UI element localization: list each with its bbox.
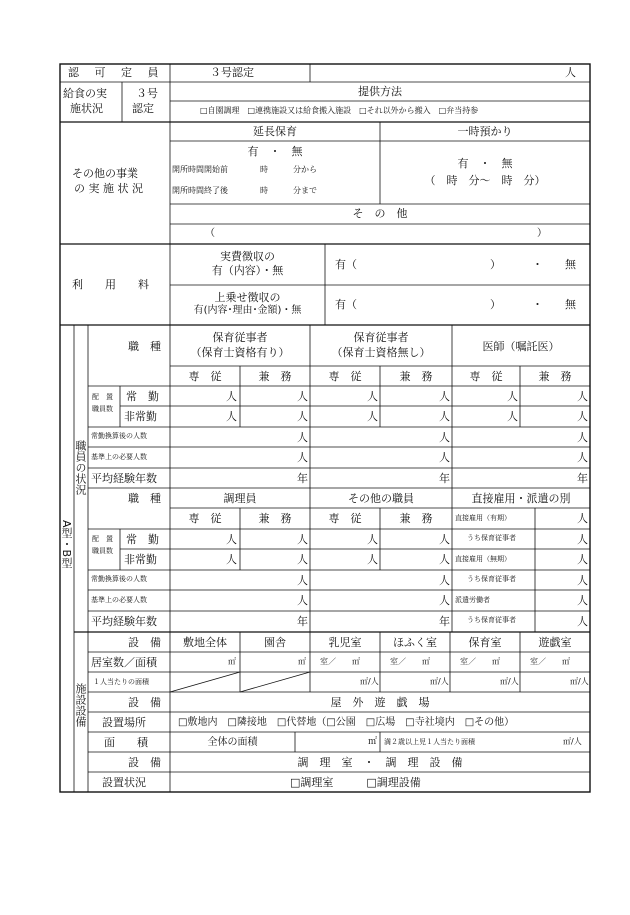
temp-care-header: 一時預かり [457, 125, 513, 138]
per-person-label: １人当たりの面積 [93, 678, 149, 686]
equip-label-3: 設 備 [128, 756, 161, 769]
meals-cert-2: 認定 [132, 102, 154, 115]
facility-group-label: 施設設備 [74, 683, 87, 727]
unit-person: 人 [439, 390, 450, 403]
unit-person: 人 [297, 594, 308, 607]
col3-title: 医師（嘱託医） [482, 340, 560, 353]
unit-person: 人 [577, 615, 588, 628]
unit-year: 年 [439, 615, 450, 628]
dispatch: 派遣労働者 [455, 596, 490, 604]
emp-fixed-sub: うち保育従事者 [467, 534, 516, 542]
unit-person: 人 [367, 390, 378, 403]
capacity-unit: 人 [565, 66, 576, 79]
job-type-label-2: 職 種 [128, 492, 161, 505]
dispatch-sub: うち保育従事者 [467, 616, 516, 624]
m2-site: ㎡ [228, 657, 236, 666]
min-from: 分から [293, 165, 317, 174]
irregular-label-2: 非常勤 [124, 553, 157, 566]
other-staff-title: その他の職員 [348, 492, 414, 505]
assign-label-1b: 職員数 [92, 405, 113, 413]
c1-fulltime: 専 従 [188, 370, 222, 383]
m2-per-4: ㎡/人 [430, 677, 449, 686]
area-per-label: 満２歳以上児１人当たり面積 [384, 738, 475, 746]
assign-label-1a: 配 置 [92, 393, 113, 401]
unit-person: 人 [226, 533, 237, 546]
temp-time: （ 時 分〜 時 分） [424, 174, 546, 187]
unit-year: 年 [297, 472, 308, 485]
unit-person: 人 [439, 451, 450, 464]
staff-group-label: 職員の状況 [74, 440, 87, 495]
required-label-2: 基準上の必要人数 [91, 596, 147, 604]
unit-person: 人 [367, 553, 378, 566]
irregular-label-1: 非常勤 [124, 410, 157, 423]
fees-label: 利 用 料 [72, 278, 149, 291]
col2-title: 保育従事者 [353, 331, 409, 344]
employment-title: 直接雇用・派遣の別 [471, 492, 571, 505]
cook-title: 調理員 [223, 492, 257, 505]
fee-extra-have: 有（ [335, 298, 357, 311]
facility-col-2: 園舎 [264, 636, 286, 649]
capacity-type: ３号認定 [210, 66, 254, 79]
unit-person: 人 [439, 533, 450, 546]
facility-col-1: 敷地全体 [183, 636, 227, 649]
extended-care-header: 延長保育 [253, 125, 297, 138]
emp-fixed: 直接雇用（有期） [455, 514, 511, 522]
unit-year: 年 [439, 472, 450, 485]
avg-years-label-1: 平均経験年数 [91, 472, 157, 485]
regular-label-1: 常 勤 [126, 390, 159, 403]
open-before: 開所時間開始前 [172, 165, 228, 174]
emp-indef: 直接雇用（無期） [455, 555, 511, 563]
unit-person: 人 [439, 410, 450, 423]
unit-person: 人 [577, 431, 588, 444]
other-label-1: その他の事業 [72, 167, 138, 180]
fee-actual-2: 有（内容）・無 [211, 264, 284, 277]
c3-parttime: 兼 務 [538, 370, 572, 383]
open-after: 開所時間終了後 [172, 186, 228, 195]
room-m2-5: 室／ ㎡ [460, 657, 500, 666]
min-to: 分まで [293, 186, 317, 195]
cook-parttime: 兼 務 [258, 512, 292, 525]
unit-person: 人 [297, 451, 308, 464]
outdoor-header: 屋 外 遊 戯 場 [330, 696, 430, 709]
fee-actual-close: ） [490, 258, 501, 271]
meals-label-2: 施状況 [70, 102, 103, 115]
unit-person: 人 [507, 390, 518, 403]
unit-person: 人 [577, 553, 588, 566]
other-header: そ の 他 [352, 207, 408, 220]
area-label: 面 積 [104, 736, 148, 749]
room-m2-6: 室／ ㎡ [530, 657, 570, 666]
m2-per-6: ㎡/人 [570, 677, 589, 686]
col2-sub: （保育士資格無し） [331, 346, 431, 359]
install-options: □調理室 □調理設備 [290, 776, 421, 789]
temp-yn: 有 ・ 無 [457, 157, 513, 170]
meals-label-1: 給食の実 [63, 87, 107, 100]
other-fulltime: 専 従 [328, 512, 362, 525]
unit-person: 人 [439, 574, 450, 587]
col1-sub: （保育士資格有り） [190, 346, 290, 359]
unit-person: 人 [367, 533, 378, 546]
emp-indef-sub: うち保育従事者 [467, 575, 516, 583]
facility-col-4: ほふく室 [393, 636, 437, 649]
fee-actual-1: 実費徴収の [220, 250, 275, 263]
unit-person: 人 [439, 431, 450, 444]
equip-label-1: 設 備 [128, 636, 161, 649]
facility-col-5: 保育室 [468, 636, 502, 649]
assign-label-2a: 配 置 [92, 535, 113, 543]
other-paren-open: （ [205, 228, 215, 239]
facility-col-6: 遊戯室 [538, 636, 572, 649]
type-ab-label: A型・B型 [60, 520, 73, 569]
other-label-2: の 実 施 状 況 [74, 182, 143, 195]
equip-label-2: 設 備 [128, 696, 161, 709]
hour-before: 時 [260, 165, 268, 174]
c2-parttime: 兼 務 [399, 370, 433, 383]
capacity-label: 認 可 定 員 [68, 66, 165, 79]
location-options: □敷地内 □隣接地 □代替地（□公園 □広場 □寺社境内 □その他） [178, 717, 515, 728]
c2-fulltime: 専 従 [328, 370, 362, 383]
c1-parttime: 兼 務 [258, 370, 292, 383]
room-m2-4: 室／ ㎡ [390, 657, 430, 666]
unit-person: 人 [439, 594, 450, 607]
meals-options: □自園調理 □連携施設又は給食搬入施設 □それ以外から搬入 □弁当持参 [200, 106, 479, 115]
converted-label-1: 常勤換算後の人数 [91, 432, 147, 440]
cook-fulltime: 専 従 [188, 512, 222, 525]
unit-person: 人 [297, 431, 308, 444]
unit-person: 人 [577, 533, 588, 546]
m2-building: ㎡ [298, 657, 306, 666]
fee-actual-none: ・ 無 [532, 258, 576, 271]
converted-label-2: 常勤換算後の人数 [91, 575, 147, 583]
required-label-1: 基準上の必要人数 [91, 453, 147, 461]
total-area-label: 全体の面積 [207, 737, 258, 748]
unit-person: 人 [297, 410, 308, 423]
hour-after: 時 [260, 186, 268, 195]
extended-yn: 有 ・ 無 [247, 145, 303, 158]
area-per-unit: ㎡/人 [563, 737, 582, 746]
other-parttime: 兼 務 [399, 512, 433, 525]
fee-extra-2: 有(内容･理由･金額)・無 [193, 305, 302, 316]
install-label: 設置状況 [102, 776, 146, 789]
room-m2-3: 室／ ㎡ [320, 657, 360, 666]
fee-extra-close: ） [490, 298, 501, 311]
assign-label-2b: 職員数 [92, 547, 113, 555]
unit-year: 年 [577, 472, 588, 485]
unit-person: 人 [439, 553, 450, 566]
unit-person: 人 [297, 574, 308, 587]
fee-extra-1: 上乗せ徴収の [214, 291, 281, 304]
kitchen-header: 調 理 室 ・ 調 理 設 備 [297, 756, 463, 769]
unit-person: 人 [297, 390, 308, 403]
regular-label-2: 常 勤 [126, 533, 159, 546]
meals-cert-1: ３号 [136, 87, 158, 100]
unit-person: 人 [577, 574, 588, 587]
rooms-area-label: 居室数／面積 [91, 656, 157, 669]
job-type-label-1: 職 種 [128, 340, 161, 353]
location-label: 設置場所 [102, 716, 146, 729]
meals-method-header: 提供方法 [358, 85, 402, 98]
unit-person: 人 [297, 553, 308, 566]
unit-year: 年 [297, 615, 308, 628]
unit-person: 人 [507, 410, 518, 423]
unit-person: 人 [577, 451, 588, 464]
col1-title: 保育従事者 [212, 331, 268, 344]
fee-extra-none: ・ 無 [532, 298, 576, 311]
other-paren-close: ） [537, 228, 547, 239]
unit-person: 人 [297, 533, 308, 546]
unit-person: 人 [577, 410, 588, 423]
unit-person: 人 [226, 553, 237, 566]
unit-person: 人 [577, 390, 588, 403]
total-area-unit: ㎡ [368, 737, 378, 747]
unit-person: 人 [367, 410, 378, 423]
unit-person: 人 [577, 594, 588, 607]
facility-col-3: 乳児室 [328, 636, 362, 649]
m2-per-3: ㎡/人 [360, 677, 379, 686]
avg-years-label-2: 平均経験年数 [91, 615, 157, 628]
c3-fulltime: 専 従 [469, 370, 503, 383]
unit-person: 人 [226, 390, 237, 403]
m2-per-5: ㎡/人 [500, 677, 519, 686]
unit-person: 人 [577, 512, 588, 525]
unit-person: 人 [226, 410, 237, 423]
fee-actual-have: 有（ [335, 258, 357, 271]
